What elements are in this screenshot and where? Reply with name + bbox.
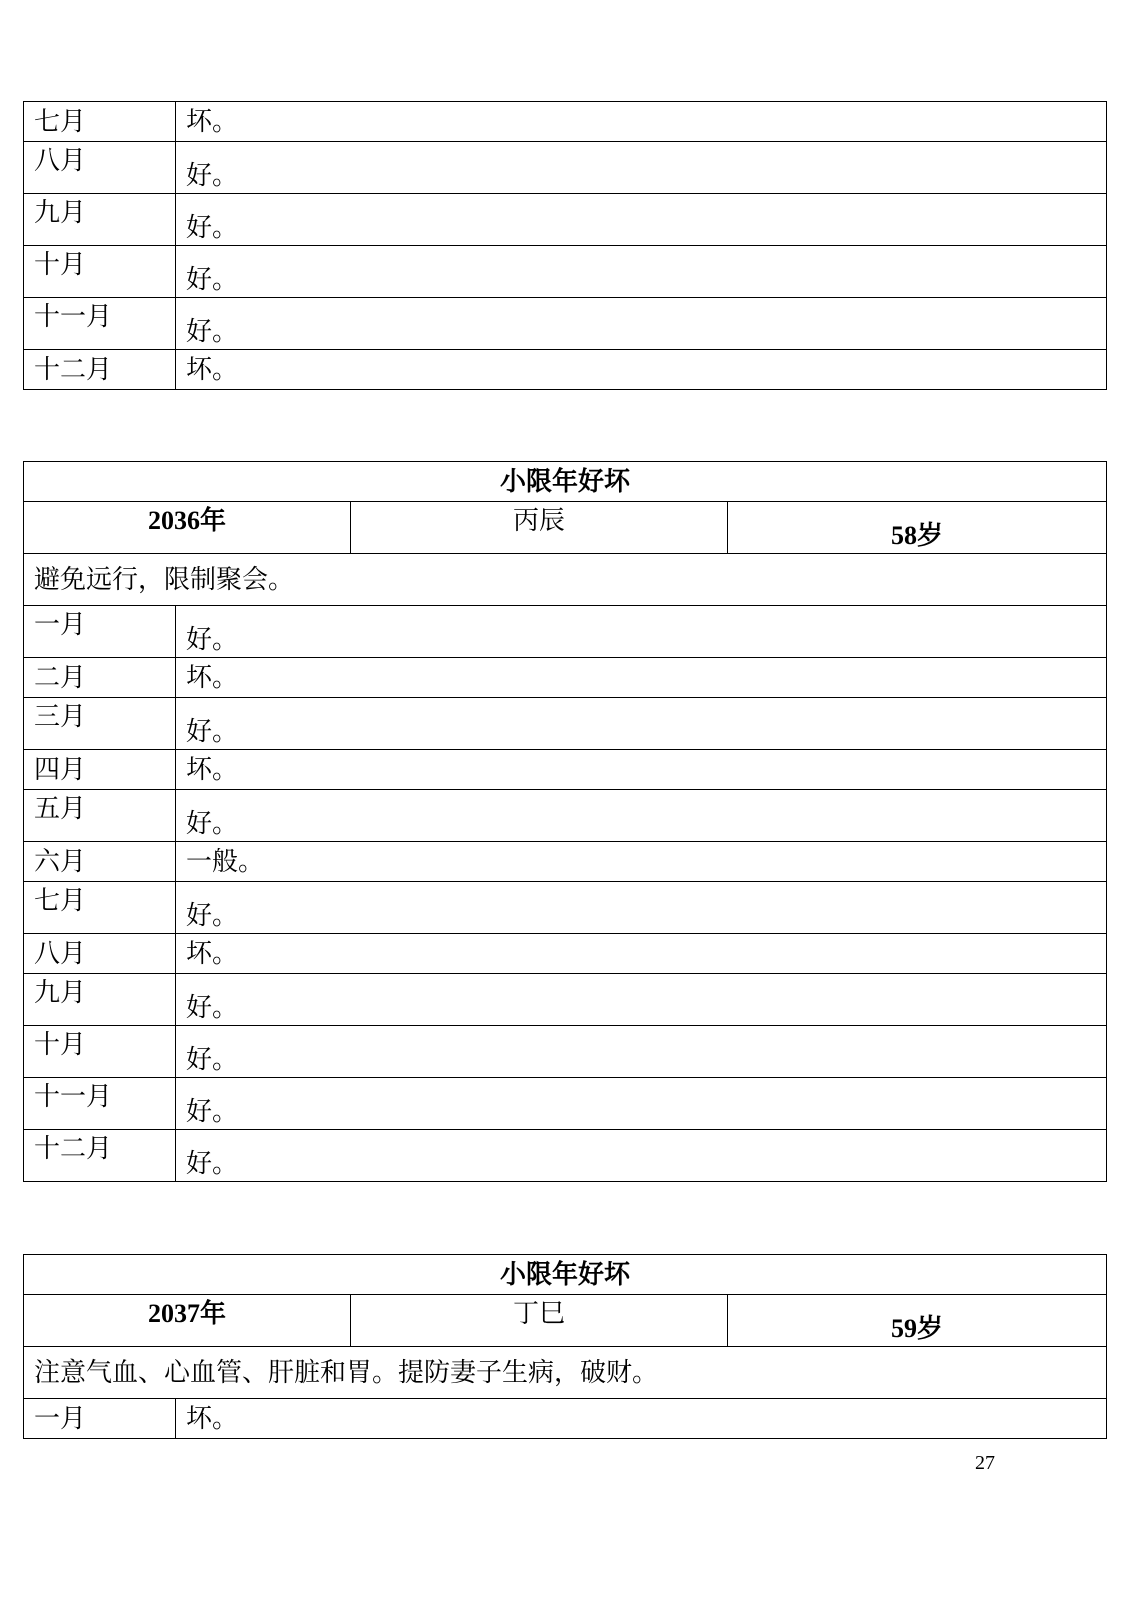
fortune-cell: 一般。 <box>176 842 1107 882</box>
table-title: 小限年好坏 <box>24 462 1107 502</box>
month-cell: 十二月 <box>24 1130 176 1182</box>
month-cell: 八月 <box>24 934 176 974</box>
fortune-cell: 好。 <box>176 606 1107 658</box>
table-row <box>24 934 1107 974</box>
month-cell: 二月 <box>24 658 176 698</box>
fortune-cell: 好。 <box>176 698 1107 750</box>
ganzhi-cell: 丙辰 <box>351 502 728 554</box>
table-row <box>24 750 1107 790</box>
fortune-cell: 好。 <box>176 974 1107 1026</box>
table-title-row <box>24 462 1107 502</box>
year-info-row <box>24 502 1107 554</box>
fortune-cell: 好。 <box>176 298 1107 350</box>
ganzhi-cell: 丁巳 <box>351 1295 728 1347</box>
year-info-row <box>24 1295 1107 1347</box>
fortune-cell: 好。 <box>176 246 1107 298</box>
month-cell: 一月 <box>24 1399 176 1439</box>
table-row <box>24 194 1107 246</box>
year-cell: 2037年 <box>24 1295 351 1347</box>
month-cell: 九月 <box>24 974 176 1026</box>
age-cell: 59岁 <box>728 1295 1107 1347</box>
table-row <box>24 1026 1107 1078</box>
page-number: 27 <box>975 1452 995 1474</box>
month-cell: 十月 <box>24 1026 176 1078</box>
fortune-cell: 好。 <box>176 790 1107 842</box>
table-row <box>24 102 1107 142</box>
fortune-cell: 坏。 <box>176 102 1107 142</box>
fortune-cell: 坏。 <box>176 658 1107 698</box>
table-title-row <box>24 1255 1107 1295</box>
month-cell: 四月 <box>24 750 176 790</box>
table-row <box>24 974 1107 1026</box>
table-row <box>24 842 1107 882</box>
fortune-cell: 好。 <box>176 1130 1107 1182</box>
fortune-cell: 好。 <box>176 882 1107 934</box>
yearly-fortune-table-2037 <box>23 1254 1107 1439</box>
table-row <box>24 1078 1107 1130</box>
table-row <box>24 658 1107 698</box>
month-cell: 一月 <box>24 606 176 658</box>
monthly-fortune-table-continued <box>23 101 1107 390</box>
month-cell: 六月 <box>24 842 176 882</box>
month-cell: 七月 <box>24 102 176 142</box>
fortune-cell: 坏。 <box>176 934 1107 974</box>
month-cell: 十月 <box>24 246 176 298</box>
month-cell: 十一月 <box>24 1078 176 1130</box>
yearly-fortune-table-2036 <box>23 461 1107 1182</box>
advice-cell: 注意气血、心血管、肝脏和胃。提防妻子生病，破财。 <box>24 1347 1107 1399</box>
fortune-cell: 好。 <box>176 142 1107 194</box>
table-row <box>24 142 1107 194</box>
month-cell: 十二月 <box>24 350 176 390</box>
table-title: 小限年好坏 <box>24 1255 1107 1295</box>
month-cell: 十一月 <box>24 298 176 350</box>
fortune-cell: 坏。 <box>176 1399 1107 1439</box>
month-cell: 九月 <box>24 194 176 246</box>
month-cell: 五月 <box>24 790 176 842</box>
fortune-cell: 好。 <box>176 1078 1107 1130</box>
table-row <box>24 350 1107 390</box>
advice-row <box>24 554 1107 606</box>
table-row <box>24 882 1107 934</box>
table-row <box>24 698 1107 750</box>
fortune-cell: 坏。 <box>176 750 1107 790</box>
fortune-cell: 好。 <box>176 194 1107 246</box>
fortune-cell: 好。 <box>176 1026 1107 1078</box>
table-row <box>24 298 1107 350</box>
month-cell: 七月 <box>24 882 176 934</box>
year-cell: 2036年 <box>24 502 351 554</box>
table-row <box>24 1130 1107 1182</box>
age-cell: 58岁 <box>728 502 1107 554</box>
advice-row <box>24 1347 1107 1399</box>
table-row <box>24 790 1107 842</box>
month-cell: 八月 <box>24 142 176 194</box>
table-row <box>24 1399 1107 1439</box>
fortune-cell: 坏。 <box>176 350 1107 390</box>
month-cell: 三月 <box>24 698 176 750</box>
table-row <box>24 606 1107 658</box>
table-row <box>24 246 1107 298</box>
advice-cell: 避免远行，限制聚会。 <box>24 554 1107 606</box>
